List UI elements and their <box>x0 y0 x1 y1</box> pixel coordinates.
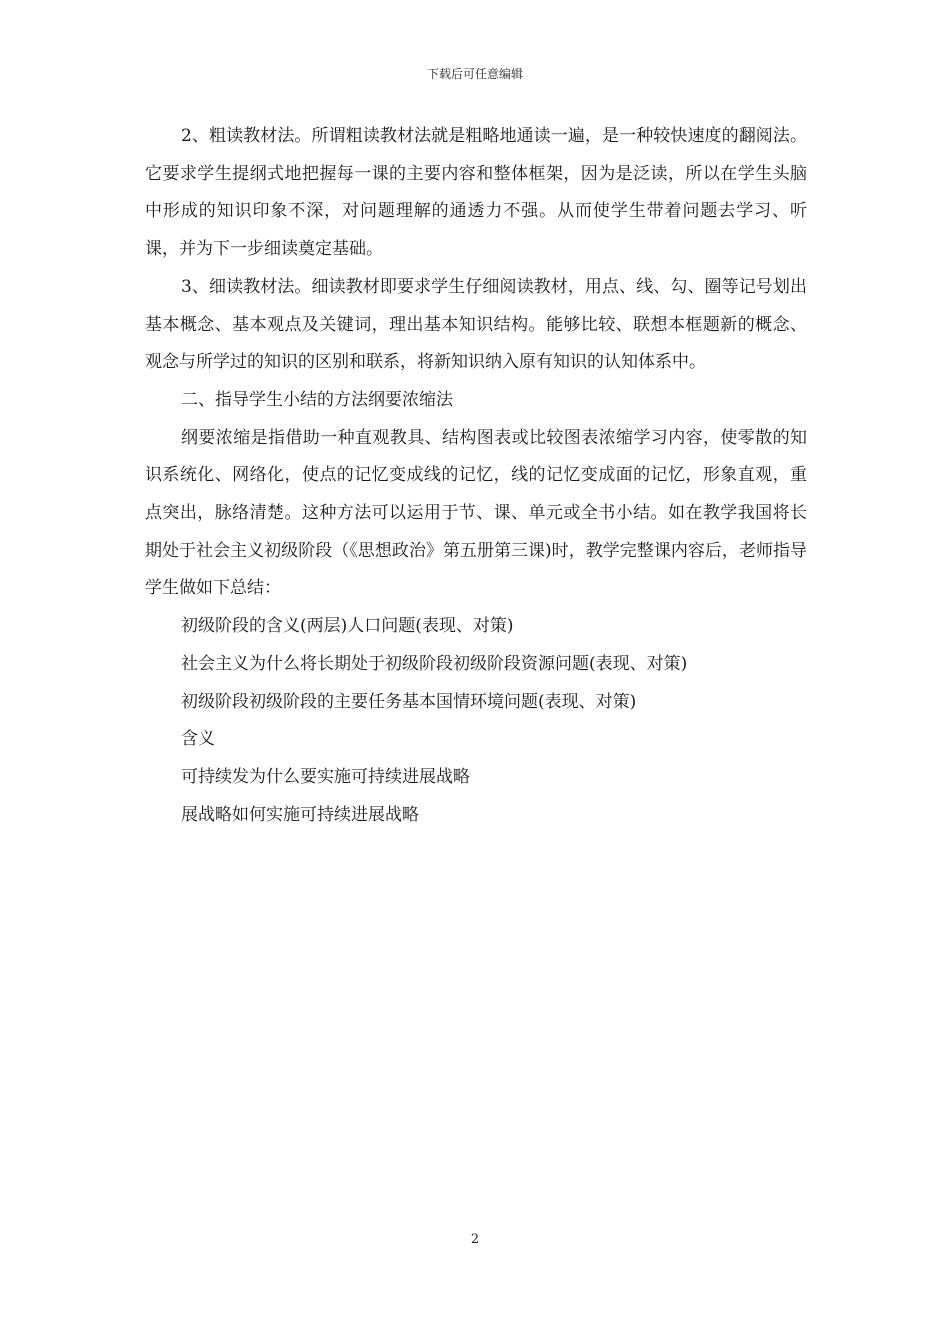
paragraph-outline-method: 纲要浓缩是指借助一种直观教具、结构图表或比较图表浓缩学习内容，使零散的知识系统化、网络化，使点的记忆变成线的记忆，线的记忆变成面的记忆，形象直观，重点突出，脉络清楚。这种方法可以运用于节、课、单元或全书小结。如在教学我国将长期处于社会主义初级阶段（《思想政治》第五册第三课)时，教学完整课内容后，老师指导学生做如下总结： <box>145 427 807 599</box>
paragraph-skim-reading: 2、粗读教材法。所谓粗读教材法就是粗略地通读一遍，是一种较快速度的翻阅法。它要求学生提纲式地把握每一课的主要内容和整体框架，因为是泛读，所以在学生头脑中形成的知识印象不深，对问题理解的通透力不强。从而使学生带着问题去学习、听课，并为下一步细读奠定基础。 <box>145 126 807 260</box>
summary-line: 含义 <box>181 729 215 750</box>
section-heading: 二、指导学生小结的方法纲要浓缩法 <box>181 389 453 410</box>
summary-line: 可持续发为什么要实施可持续进展战略 <box>181 766 470 787</box>
summary-line: 初级阶段初级阶段的主要任务基本国情环境问题(表现、对策) <box>181 691 637 712</box>
summary-line: 展战略如何实施可持续进展战略 <box>181 804 419 825</box>
page-number: 2 <box>470 1232 480 1247</box>
page-header: 下载后可任意编辑 <box>426 67 523 81</box>
paragraph-close-reading: 3、细读教材法。细读教材即要求学生仔细阅读教材，用点、线、勾、圈等记号划出基本概念、基本观点及关键词，理出基本知识结构。能够比较、联想本框题新的概念、观念与所学过的知识的区别和联系，将新知识纳入原有知识的认知体系中。 <box>145 276 807 373</box>
summary-line: 社会主义为什么将长期处于初级阶段初级阶段资源问题(表现、对策) <box>181 653 688 674</box>
summary-line: 初级阶段的含义(两层)人口问题(表现、对策) <box>181 616 514 637</box>
body-content <box>145 118 807 834</box>
